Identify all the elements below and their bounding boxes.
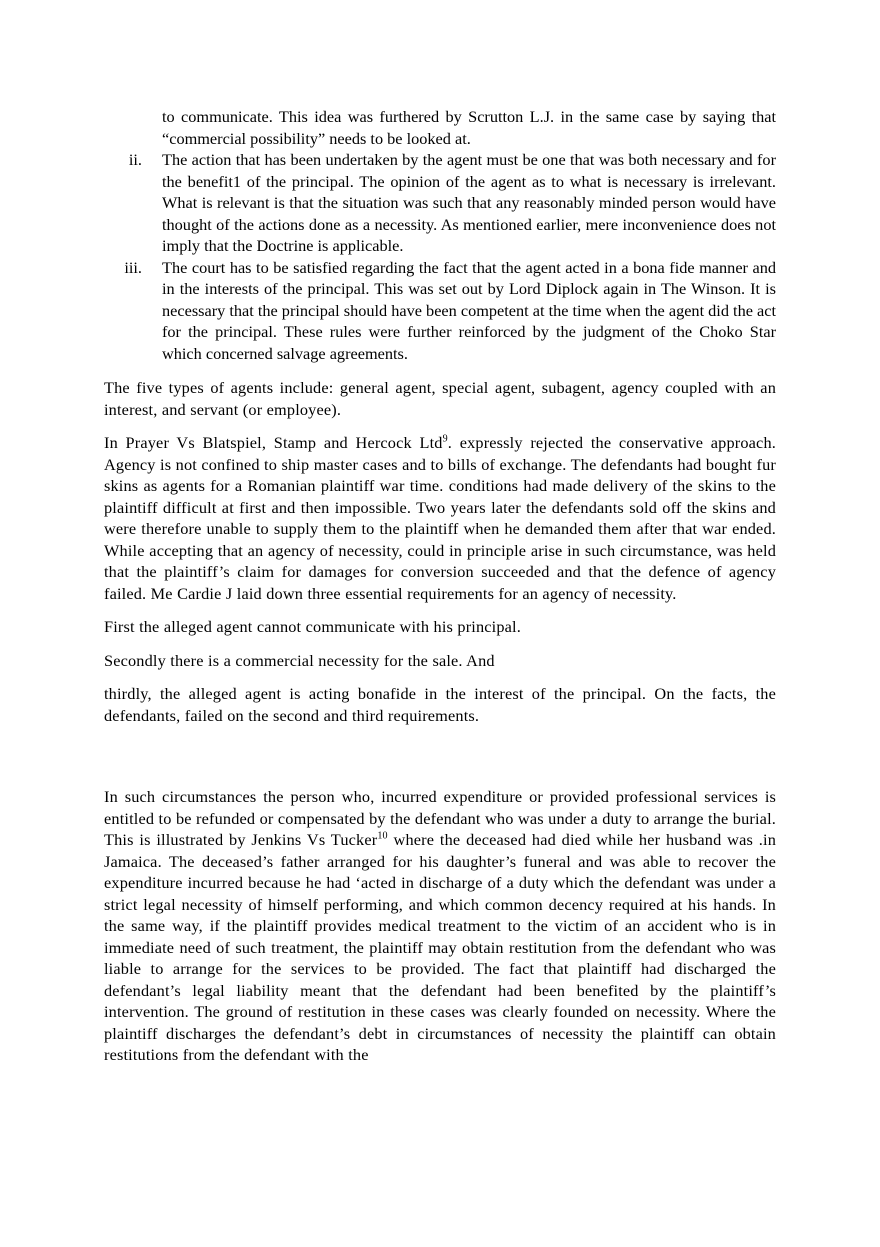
paragraph-restitution-text-before-footnote: In such circumstances the person who, incurred expenditure or provided professional services is entitled to be refunded or compensated by the defendant who was under a duty to arrange the burial. This is illustrated by Jenkins Vs Tucker xyxy=(104,787,776,849)
paragraph-requirement-secondly: Secondly there is a commercial necessity for the sale. And xyxy=(104,650,495,670)
list-item-ii-text: The action that has been undertaken by the agent must be one that was both necessary and for the benefit1 of the principal. The opinion of the agent as to what is necessary is irrelevant. What is relevant is that the situation was such that any reasonably minded person would have thought of the actions done as a necessity. As mentioned earlier, mere inconvenience does not imply that the Doctrine is applicable. xyxy=(162,150,776,255)
paragraph-five-types-of-agents: The five types of agents include: general agent, special agent, subagent, agency coupled with an interest, and servant (or employee). xyxy=(104,378,776,419)
paragraph-requirement-thirdly: thirdly, the alleged agent is acting bonafide in the interest of the principal. On the facts, the defendants, failed on the second and third requirements. xyxy=(104,684,776,725)
paragraph-restitution-text-after-footnote: where the deceased had died while her husband was .in Jamaica. The deceased’s father arranged for his daughter’s funeral and was able to recover the expenditure incurred because he had ‘acted in discharge of a duty which the defendant was under a strict legal necessity of himself performing, and which common decency required at his hands. In the same way, if the plaintiff provides medical treatment to the victim of an accident who is in immediate need of such treatment, the plaintiff may obtain restitution from the defendant who was liable to arrange for the services to be provided. The fact that plaintiff had discharged the defendant’s legal liability meant that the defendant had been benefited by the plaintiff’s intervention. The ground of restitution in these cases was clearly founded on necessity. Where the plaintiff discharges the defendant’s debt in circumstances of necessity the plaintiff can obtain restitutions from the defendant with the xyxy=(104,830,776,1064)
paragraph-prayer-vs-blatspiel xyxy=(104,432,776,604)
paragraph-spacer xyxy=(104,738,776,786)
paragraph-requirement-first: First the alleged agent cannot communicate with his principal. xyxy=(104,617,521,636)
paragraph-restitution-necessity xyxy=(104,786,776,1066)
paragraph-prayer-text-after-footnote: . expressly rejected the conservative approach. Agency is not confined to ship master cases and to bills of exchange. The defendants had bought fur skins as agents for a Romanian plaintiff war time. conditions had made delivery of the skins to the plaintiff difficult at first and then impossible. Two years later the defendants sold off the skins and were therefore unable to supply them to the plaintiff when he demanded them after that war ended. While accepting that an agency of necessity, could in principle arise in such circumstance, was held that the plaintiff’s claim for damages for conversion succeeded and that the defence of agency failed. Me Cardie J laid down three essential requirements for an agency of necessity. xyxy=(104,433,776,603)
paragraph-prayer-text-before-footnote: In Prayer Vs Blatspiel, Stamp and Hercock Ltd xyxy=(104,433,443,452)
list-item-ii xyxy=(104,149,776,257)
list-item-iii xyxy=(104,257,776,365)
footnote-marker-9: 9 xyxy=(442,433,448,445)
footnote-marker-10: 10 xyxy=(377,830,388,842)
roman-numeral-list xyxy=(104,106,776,364)
page-text-column xyxy=(104,106,776,1066)
list-item-continuation: to communicate. This idea was furthered by Scrutton L.J. in the same case by saying that “commercial possibility” needs to be looked at. xyxy=(162,107,776,148)
list-marker-ii: ii. xyxy=(128,150,142,169)
list-item-iii-text: The court has to be satisfied regarding the fact that the agent acted in a bona fide manner and in the interests of the principal. This was set out by Lord Diplock again in The Winson. It is necessary that the principal should have been competent at the time when the agent did the act for the principal. These rules were further reinforced by the judgment of the Choko Star which concerned salvage agreements. xyxy=(162,257,776,363)
list-marker-iii: iii. xyxy=(124,257,142,277)
